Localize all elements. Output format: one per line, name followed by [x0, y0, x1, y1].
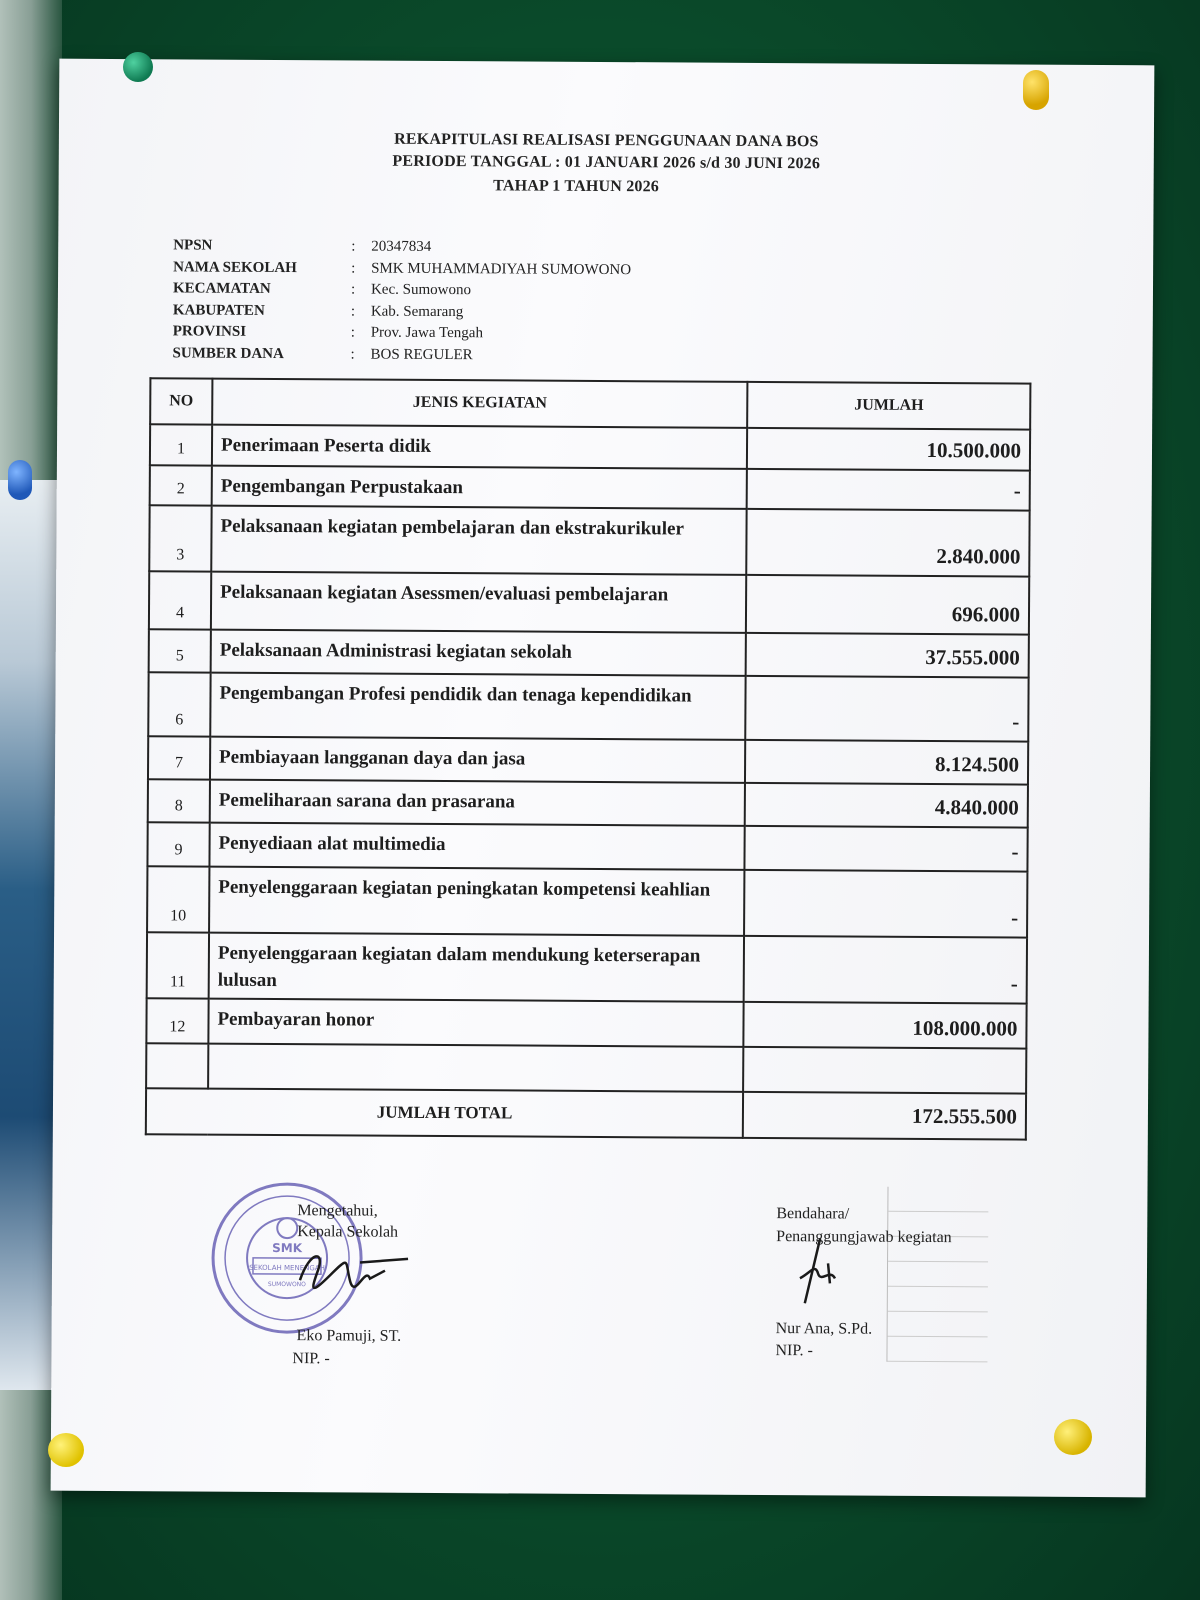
document-title-line-1: REKAPITULASI REALISASI PENGGUNAAN DANA BOS — [394, 130, 819, 151]
row-jumlah: 8.124.500 — [745, 740, 1028, 785]
info-value: Kec. Sumowono — [370, 281, 472, 299]
row-kegiatan: Pembiayaan langganan daya dan jasa — [210, 737, 746, 783]
row-jumlah — [743, 1047, 1026, 1094]
table-row — [148, 779, 1028, 827]
info-row-nama-sekolah — [173, 257, 631, 281]
row-jumlah: - — [745, 676, 1028, 742]
info-value: BOS REGULER — [370, 346, 473, 363]
table-row — [149, 505, 1029, 576]
document-title-line-2: PERIODE TANGGAL : 01 JANUARI 2026 s/d 30 JUNI 2026 — [392, 152, 821, 173]
table-row — [149, 571, 1029, 634]
table-row — [149, 629, 1029, 677]
info-row-npsn — [173, 235, 631, 259]
signatory-nip-treasurer: NIP. - — [775, 1342, 813, 1360]
row-kegiatan: Penyelenggaraan kegiatan dalam mendukung keterserapan lulusan — [209, 933, 745, 1002]
info-value: SMK MUHAMMADIYAH SUMOWONO — [371, 260, 632, 278]
push-pin-icon — [1023, 70, 1049, 110]
table-row — [148, 736, 1028, 784]
push-pin-icon — [123, 52, 153, 82]
document-sheet — [51, 59, 1155, 1498]
row-no: 10 — [147, 866, 209, 932]
row-kegiatan: Pengembangan Perpustakaan — [212, 466, 748, 509]
info-colon: : — [350, 324, 355, 341]
signatory-name-principal: Eko Pamuji, ST. — [296, 1327, 402, 1345]
info-row-provinsi — [173, 321, 631, 345]
info-colon: : — [351, 238, 356, 255]
row-kegiatan: Penyelenggaraan kegiatan peningkatan kompetensi keahlian — [209, 867, 745, 936]
row-no: 6 — [148, 672, 210, 736]
row-kegiatan: Pelaksanaan kegiatan Asessmen/evaluasi pembelajaran — [211, 572, 747, 633]
info-label: NAMA SEKOLAH — [173, 259, 297, 276]
table-row — [147, 932, 1027, 1003]
info-value: 20347834 — [371, 238, 432, 256]
row-jumlah: 4.840.000 — [745, 783, 1028, 828]
total-value: 172.555.500 — [743, 1092, 1026, 1140]
svg-text:SMK: SMK — [272, 1240, 303, 1256]
row-jumlah: 696.000 — [746, 575, 1029, 635]
row-jumlah: - — [744, 936, 1027, 1004]
info-label: SUMBER DANA — [172, 345, 284, 362]
info-label: KECAMATAN — [172, 280, 271, 298]
table-total-row — [146, 1088, 1026, 1139]
svg-text:SUMOWONO: SUMOWONO — [267, 1280, 306, 1289]
row-jumlah: - — [745, 826, 1028, 872]
row-no: 3 — [149, 505, 211, 571]
table-row — [146, 998, 1026, 1048]
signature-role-treasurer: Bendahara/ — [776, 1205, 850, 1223]
row-no: 9 — [147, 822, 209, 866]
info-colon: : — [350, 346, 355, 363]
row-jumlah: 108.000.000 — [744, 1002, 1027, 1049]
row-kegiatan: Pelaksanaan kegiatan pembelajaran dan ekstrakurikuler — [211, 506, 747, 575]
table-row — [148, 672, 1028, 741]
row-no: 11 — [147, 932, 209, 998]
row-no: 2 — [150, 465, 212, 505]
push-pin-icon — [8, 460, 32, 500]
handwritten-signature-treasurer — [790, 1233, 850, 1313]
row-no — [146, 1043, 208, 1088]
info-label: PROVINSI — [172, 323, 247, 341]
table-row — [147, 822, 1027, 871]
table-row — [150, 424, 1030, 470]
row-jumlah: 10.500.000 — [747, 428, 1030, 471]
signatory-nip-principal: NIP. - — [292, 1350, 330, 1368]
info-label: NPSN — [173, 237, 213, 254]
header-no: NO — [150, 378, 212, 424]
row-no: 12 — [146, 998, 208, 1043]
info-row-sumber-dana — [173, 343, 631, 367]
info-colon: : — [350, 281, 356, 298]
row-jumlah: - — [747, 469, 1030, 511]
table-header-row — [150, 378, 1030, 429]
row-jumlah: - — [744, 870, 1027, 938]
row-kegiatan: Pembayaran honor — [208, 999, 744, 1047]
table-row-empty — [146, 1043, 1026, 1093]
info-row-kabupaten — [173, 300, 631, 324]
svg-text:SEKOLAH MENENGAH: SEKOLAH MENENGAH — [249, 1263, 325, 1273]
row-kegiatan — [208, 1044, 744, 1092]
row-kegiatan: Penerimaan Peserta didik — [212, 425, 748, 469]
signatory-name-treasurer: Nur Ana, S.Pd. — [775, 1320, 873, 1338]
push-pin-icon — [48, 1433, 84, 1467]
info-value: Kab. Semarang — [370, 303, 464, 320]
info-row-kecamatan — [173, 278, 631, 302]
signature-role-responsible: Penanggungjawab kegiatan — [776, 1228, 952, 1247]
push-pin-icon — [1054, 1419, 1092, 1455]
school-info-block — [173, 235, 632, 367]
row-jumlah: 2.840.000 — [746, 509, 1029, 577]
header-kegiatan: JENIS KEGIATAN — [212, 379, 748, 428]
handwritten-signature-principal — [290, 1240, 410, 1301]
signature-label-acknowledged: Mengetahui, — [297, 1202, 378, 1220]
row-no: 4 — [149, 571, 211, 629]
total-label: JUMLAH TOTAL — [146, 1088, 744, 1138]
info-colon: : — [351, 260, 356, 277]
header-jumlah: JUMLAH — [747, 382, 1030, 430]
row-kegiatan: Penyediaan alat multimedia — [209, 823, 745, 870]
row-kegiatan: Pemeliharaan sarana dan prasarana — [210, 780, 746, 826]
info-colon: : — [350, 303, 356, 320]
signature-role-principal: Kepala Sekolah — [297, 1223, 399, 1241]
activity-table — [145, 377, 1032, 1140]
table-row — [147, 866, 1027, 937]
table-row — [150, 465, 1030, 510]
info-label: KABUPATEN — [172, 302, 265, 319]
row-kegiatan: Pengembangan Profesi pendidik dan tenaga kependidikan — [210, 673, 746, 740]
row-no: 5 — [149, 629, 211, 672]
row-no: 7 — [148, 736, 210, 779]
row-jumlah: 37.555.000 — [746, 633, 1029, 678]
row-no: 1 — [150, 424, 212, 465]
document-title-line-3: TAHAP 1 TAHUN 2026 — [493, 177, 660, 196]
signature-block-principal — [292, 1200, 402, 1368]
row-no: 8 — [148, 779, 210, 822]
info-value: Prov. Jawa Tengah — [370, 324, 484, 342]
row-kegiatan: Pelaksanaan Administrasi kegiatan sekolah — [211, 630, 747, 676]
